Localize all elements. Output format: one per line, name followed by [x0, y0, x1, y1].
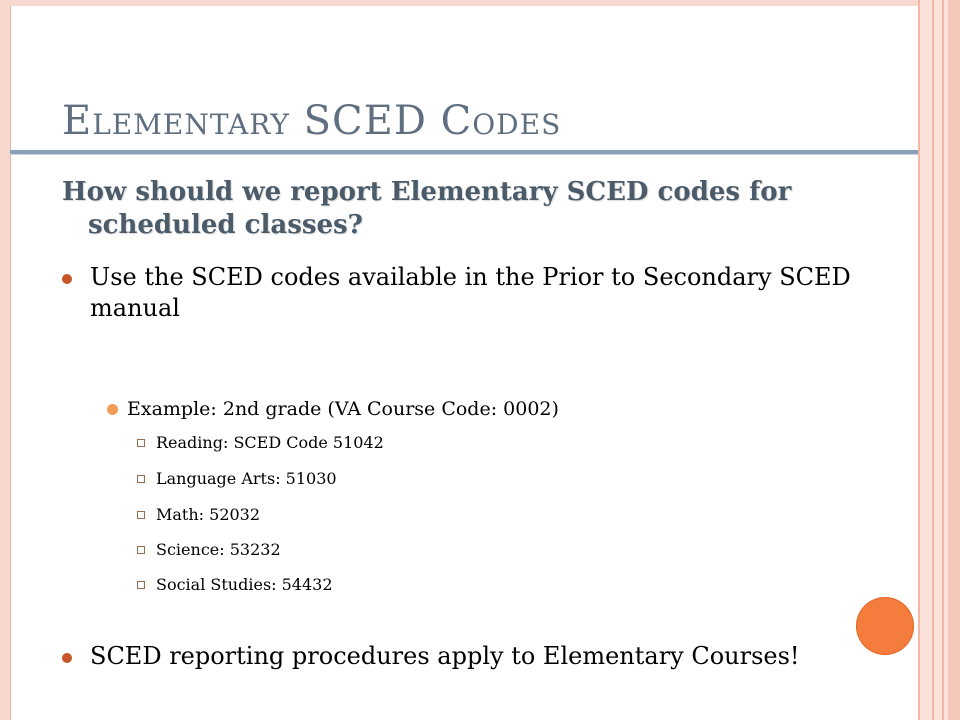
sub-bullet-item — [137, 505, 837, 524]
square-bullet-icon — [137, 581, 145, 589]
sub-bullet-item — [137, 433, 837, 452]
square-bullet-icon — [137, 439, 145, 447]
bullet-dot-icon — [107, 404, 118, 415]
sub-bullet-text: Language Arts: 51030 — [156, 469, 337, 488]
sub-bullet-text: Reading: SCED Code 51042 — [156, 433, 384, 452]
bullet-dot-icon — [62, 653, 72, 663]
bullet-item — [62, 641, 922, 672]
bullet-item — [62, 262, 922, 323]
question-heading: How should we report Elementary SCED codes for scheduled classes? — [62, 177, 792, 240]
square-bullet-icon — [137, 546, 145, 554]
sub-bullet-item — [137, 469, 837, 488]
sub-bullet-item — [137, 575, 837, 594]
decorative-stripe — [934, 0, 942, 720]
decorative-stripe — [948, 0, 960, 720]
decorative-orange-circle — [856, 597, 914, 655]
sub-bullet-text: Social Studies: 54432 — [156, 575, 333, 594]
decorative-stripe — [920, 0, 932, 720]
bullet-dot-icon — [62, 274, 72, 284]
example-label: Example: 2nd grade (VA Course Code: 0002) — [127, 398, 559, 420]
square-bullet-icon — [137, 511, 145, 519]
title-divider-shadow — [10, 154, 918, 155]
sub-bullet-text: Math: 52032 — [156, 505, 261, 524]
slide-top-border — [0, 0, 918, 6]
bullet-text: Use the SCED codes available in the Prior to Secondary SCED manual — [90, 263, 851, 322]
sub-bullet-item — [137, 540, 837, 559]
slide-title: Elementary SCED Codes — [62, 98, 562, 144]
slide-left-border — [0, 0, 11, 720]
example-item — [107, 398, 907, 421]
bullet-text: SCED reporting procedures apply to Elementary Courses! — [90, 642, 800, 670]
square-bullet-icon — [137, 475, 145, 483]
sub-bullet-text: Science: 53232 — [156, 540, 281, 559]
